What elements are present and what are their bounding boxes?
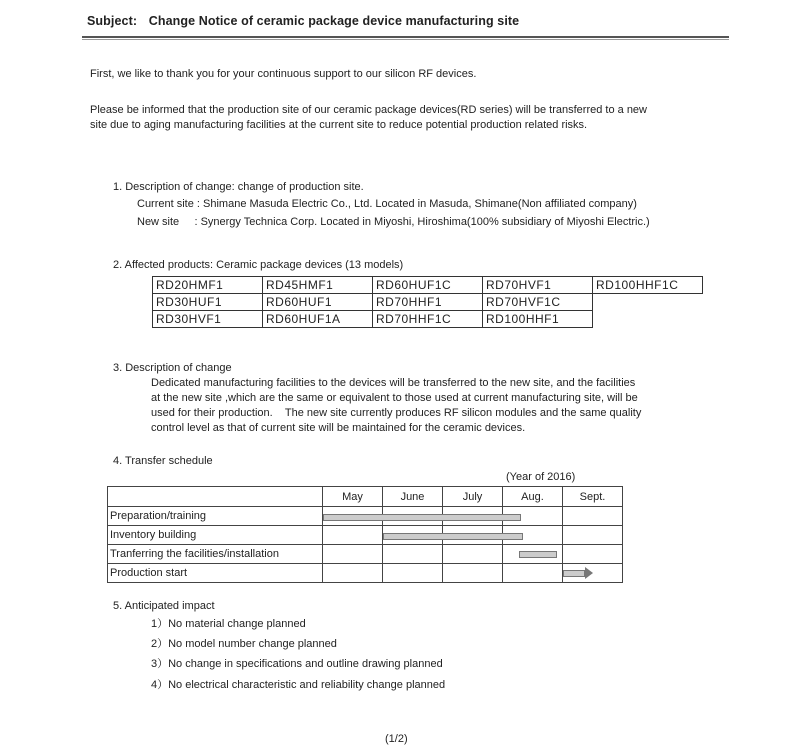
- task-label: Inventory building: [108, 526, 323, 545]
- schedule-year-note: (Year of 2016): [506, 471, 576, 483]
- table-row: [108, 487, 623, 507]
- section3-line-1: Dedicated manufacturing facilities to the devices will be transferred to the new site, and the facilities: [151, 377, 636, 389]
- page-number: (1/2): [385, 733, 408, 745]
- section1-current-site: Current site : Shimane Masuda Electric Co., Ltd. Located in Masuda, Shimane(Non affiliated company): [137, 198, 637, 210]
- product-cell: RD100HHF1C: [593, 277, 703, 294]
- impact-item: 3）No change in specifications and outline drawing planned: [151, 658, 443, 670]
- product-cell: RD30HVF1: [153, 311, 263, 328]
- production-start-bar: [563, 570, 585, 577]
- product-cell: RD45HMF1: [263, 277, 373, 294]
- table-row: [108, 564, 623, 583]
- table-row: [108, 507, 623, 526]
- month-header: July: [443, 487, 503, 507]
- product-cell: RD70HVF1: [483, 277, 593, 294]
- subject-line: [87, 14, 519, 28]
- table-row: [153, 311, 703, 328]
- arrow-right-icon: [585, 567, 593, 579]
- intro-paragraph-2-line-1: Please be informed that the production site of our ceramic package devices(RD series) will be transferred to a new: [90, 104, 647, 116]
- product-cell: RD60HUF1C: [373, 277, 483, 294]
- transfer-bar: [519, 551, 557, 558]
- product-cell: RD70HHF1: [373, 294, 483, 311]
- impact-item: 1）No material change planned: [151, 618, 306, 630]
- table-row: [108, 545, 623, 564]
- product-cell: RD60HUF1A: [263, 311, 373, 328]
- empty-cell: [593, 311, 703, 328]
- product-cell: RD60HUF1: [263, 294, 373, 311]
- section3-line-4: control level as that of current site will be maintained for the ceramic devices.: [151, 422, 526, 434]
- section5-heading: 5. Anticipated impact: [113, 600, 215, 612]
- table-row: [153, 277, 703, 294]
- task-label: Production start: [108, 564, 323, 583]
- section3-line-3: used for their production. The new site currently produces RF silicon modules and the same quality: [151, 407, 642, 419]
- empty-cell: [593, 294, 703, 311]
- section1-new-site: New site : Synergy Technica Corp. Located in Miyoshi, Hiroshima(100% subsidiary of Miyoshi Electric.): [137, 216, 650, 228]
- intro-paragraph-1: First, we like to thank you for your continuous support to our silicon RF devices.: [90, 68, 477, 80]
- affected-products-table: [152, 276, 703, 328]
- product-cell: RD30HUF1: [153, 294, 263, 311]
- month-header: May: [323, 487, 383, 507]
- section3-line-2: at the new site ,which are the same or equivalent to those used at current manufacturing site, will be: [151, 392, 638, 404]
- section2-heading: 2. Affected products: Ceramic package devices (13 models): [113, 259, 404, 271]
- impact-item: 2）No model number change planned: [151, 638, 337, 650]
- task-label: Tranferring the facilities/installation: [108, 545, 323, 564]
- product-cell: RD100HHF1: [483, 311, 593, 328]
- subject-label: Subject:: [87, 14, 138, 28]
- intro-paragraph-2-line-2: site due to aging manufacturing facilities at the current site to reduce potential production related risks.: [90, 119, 588, 131]
- header-rule-thin: [82, 39, 729, 40]
- product-cell: RD70HVF1C: [483, 294, 593, 311]
- month-header: Sept.: [563, 487, 623, 507]
- product-cell: RD70HHF1C: [373, 311, 483, 328]
- transfer-schedule-table: [107, 486, 623, 583]
- product-cell: RD20HMF1: [153, 277, 263, 294]
- month-header: Aug.: [503, 487, 563, 507]
- month-header: June: [383, 487, 443, 507]
- schedule-corner-cell: [108, 487, 323, 507]
- section1-heading: 1. Description of change: change of production site.: [113, 181, 364, 193]
- header-rule: [82, 36, 729, 38]
- section3-heading: 3. Description of change: [113, 362, 232, 374]
- table-row: [108, 526, 623, 545]
- task-label: Preparation/training: [108, 507, 323, 526]
- table-row: [153, 294, 703, 311]
- section4-heading: 4. Transfer schedule: [113, 455, 213, 467]
- subject-title: Change Notice of ceramic package device manufacturing site: [148, 14, 520, 28]
- impact-item: 4）No electrical characteristic and reliability change planned: [151, 679, 446, 691]
